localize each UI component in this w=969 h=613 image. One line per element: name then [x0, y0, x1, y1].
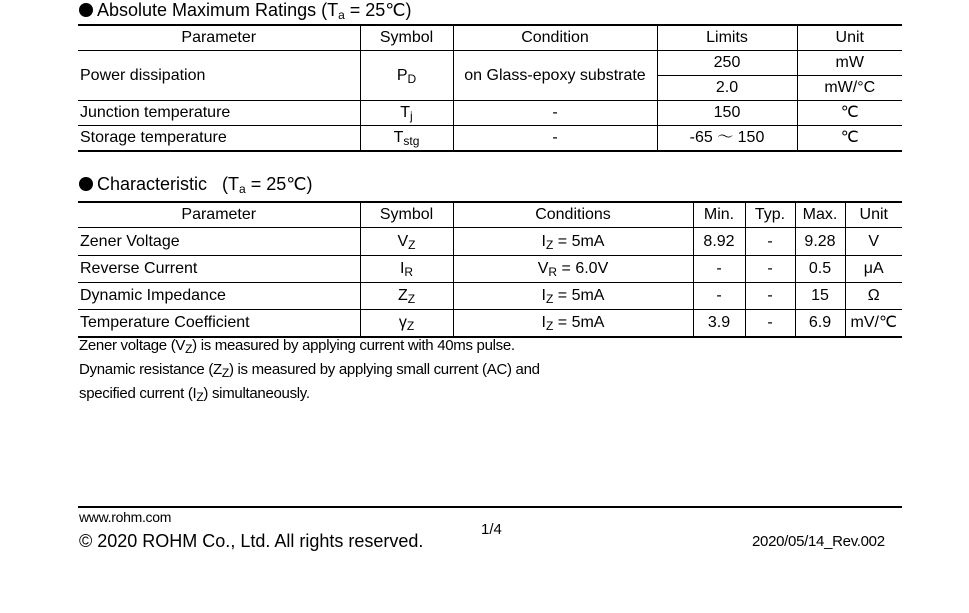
min-cell: 3.9	[693, 310, 745, 338]
symbol-pd: $P_D$	[360, 51, 453, 101]
unit-celsius: ℃	[797, 101, 902, 126]
symbol-cell: $V_Z$	[360, 228, 453, 256]
amr-header-parameter: Parameter	[181, 29, 257, 46]
char-header-typ: Typ.	[745, 202, 795, 228]
amr-header-limits: Limits	[657, 25, 797, 51]
symbol-cell: $\gamma_Z$	[360, 310, 453, 338]
table-row	[78, 310, 902, 338]
condition-glass-epoxy: on Glass-epoxy substrate	[453, 51, 657, 101]
char-header-max: Max.	[795, 202, 845, 228]
param-cell: Reverse Current	[80, 260, 198, 277]
max-cell: 6.9	[795, 310, 845, 338]
footer-copyright: © 2020 ROHM Co., Ltd. All rights reserved.	[79, 531, 424, 551]
unit-cell: Ω	[845, 283, 902, 310]
min-cell: -	[693, 283, 745, 310]
table-row	[78, 101, 902, 126]
typ-cell: -	[745, 310, 795, 338]
limit-storage: -65 ～ 150	[657, 126, 797, 152]
max-cell: 0.5	[795, 256, 845, 283]
symbol-cell: $Z_Z$	[360, 283, 453, 310]
unit-celsius: ℃	[797, 126, 902, 152]
param-cell: Zener Voltage	[80, 232, 180, 250]
note-line: specified current $(I_Z)$ simultaneously.	[79, 385, 310, 404]
unit-mw-per-c: mW/°C	[797, 76, 902, 101]
min-cell: -	[693, 256, 745, 283]
conditions-cell: $I_Z = 5mA$	[453, 283, 693, 310]
table-row	[78, 126, 902, 152]
amr-header-condition: Condition	[453, 25, 657, 51]
symbol-tstg: $T_{stg}$	[360, 126, 453, 152]
char-header-conditions: Conditions	[453, 202, 693, 228]
char-header-parameter: Parameter	[181, 206, 257, 223]
param-cell: Dynamic Impedance	[80, 287, 226, 304]
conditions-cell: $I_Z = 5mA$	[453, 310, 693, 338]
conditions-cell: $I_Z = 5mA$	[453, 228, 693, 256]
char-title: Characteristic ($T_a$ = 25℃)	[79, 174, 312, 194]
page-number: 1/4	[481, 521, 502, 538]
min-cell: 8.92	[693, 228, 745, 256]
footer-website: www.rohm.com	[79, 509, 172, 525]
table-row	[78, 256, 902, 283]
symbol-cell: $I_R$	[360, 256, 453, 283]
amr-header-symbol: Symbol	[360, 25, 453, 51]
char-header-row	[78, 202, 902, 228]
conditions-cell: $V_R = 6.0V$	[453, 256, 693, 283]
char-header-unit: Unit	[845, 202, 902, 228]
unit-cell: μA	[845, 256, 902, 283]
amr-header-unit: Unit	[797, 25, 902, 51]
char-table	[78, 201, 902, 338]
note-line: Zener voltage $(V_Z)$ is measured by applying current with 40ms pulse.	[79, 337, 515, 356]
param-power-dissipation: Power dissipation	[80, 66, 206, 84]
condition-cell: -	[453, 126, 657, 152]
char-header-symbol: Symbol	[360, 202, 453, 228]
symbol-tj: $T_j$	[360, 101, 453, 126]
footer-divider	[78, 506, 902, 508]
unit-mw: mW	[797, 51, 902, 76]
footer-revision: 2020/05/14_Rev.002	[752, 533, 885, 550]
table-row	[78, 51, 902, 76]
amr-table	[78, 24, 902, 152]
table-row	[78, 283, 902, 310]
max-cell: 9.28	[795, 228, 845, 256]
char-header-min: Min.	[693, 202, 745, 228]
limit-power-mw: 250	[657, 51, 797, 76]
bullet-icon	[79, 3, 93, 17]
typ-cell: -	[745, 256, 795, 283]
max-cell: 15	[795, 283, 845, 310]
note-line: Dynamic resistance $(Z_Z)$ is measured by applying small current (AC) and	[79, 361, 540, 380]
amr-header-row	[78, 25, 902, 51]
typ-cell: -	[745, 228, 795, 256]
bullet-icon	[79, 177, 93, 191]
param-cell: Temperature Coefficient	[80, 314, 250, 331]
param-junction-temp: Junction temperature	[80, 104, 231, 121]
condition-cell: -	[453, 101, 657, 126]
unit-cell: V	[845, 228, 902, 256]
amr-title: Absolute Maximum Ratings ($T_a$ = 25℃)	[79, 0, 412, 20]
limit-derating: 2.0	[657, 76, 797, 101]
unit-cell: mV/℃	[845, 310, 902, 338]
notes	[79, 334, 540, 406]
table-row	[78, 228, 902, 256]
limit-junction: 150	[657, 101, 797, 126]
param-storage-temp: Storage temperature	[80, 129, 227, 146]
typ-cell: -	[745, 283, 795, 310]
